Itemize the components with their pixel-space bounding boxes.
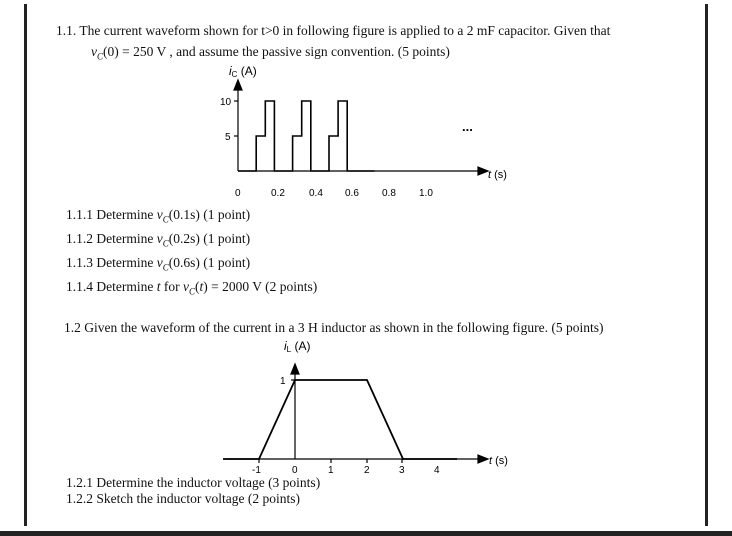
question-1-1-2: 1.1.2 Determine $v_C(0.2s)$ (1 point) (66, 231, 251, 249)
fig1-y-label: iC (A) (229, 64, 257, 79)
fig2-y-label: iL (A) (284, 339, 311, 354)
fig2-xtick-4: 4 (434, 465, 440, 476)
fig2-xtick--1: -1 (252, 465, 261, 476)
fig1-xtick-0: 0 (235, 188, 241, 199)
fig1-ytick-5: 5 (225, 132, 231, 143)
problem-2-line-1: 1.2 Given the waveform of the current in a 3 H inductor as shown in the following figure. (5 points) (64, 320, 604, 335)
fig2-xtick-2: 2 (364, 465, 370, 476)
fig2-xtick-0: 0 (292, 465, 298, 476)
fig1-xtick-0.6: 0.6 (345, 188, 359, 199)
problem-1-line-1: 1.1. The current waveform shown for t>0 in following figure is applied to a 2 mF capacitor. Given that (56, 23, 611, 38)
fig2-xtick-1: 1 (328, 465, 334, 476)
fig1-xtick-0.8: 0.8 (382, 188, 396, 199)
fig1-ytick-10: 10 (220, 97, 232, 108)
fig1-xtick-0.4: 0.4 (309, 188, 323, 199)
fig2-x-arrow (478, 455, 488, 463)
fig1-xtick-1.0: 1.0 (419, 188, 433, 199)
question-1-1-1: 1.1.1 Determine $v_C(0.1s)$ (1 point) (66, 207, 251, 225)
question-1-2-1: 1.2.1 Determine the inductor voltage (3 points) (66, 475, 321, 490)
fig1-x-label: t (s) (488, 169, 507, 181)
fig1-current-waveform (238, 101, 375, 171)
fig2-xtick-3: 3 (399, 465, 405, 476)
problem-1-line-2: $v_C(0) = 250$ V , and assume the passive sign convention. (5 points) (91, 44, 450, 62)
fig2-x-label: t (s) (489, 455, 508, 467)
fig2-ytick-1: 1 (280, 376, 286, 387)
fig2-y-arrow (291, 364, 299, 374)
question-1-2-2: 1.2.2 Sketch the inductor voltage (2 points) (66, 491, 300, 506)
fig1-xtick-0.2: 0.2 (271, 188, 285, 199)
fig2-current-waveform (223, 380, 457, 459)
question-1-1-3: 1.1.3 Determine $v_C(0.6s)$ (1 point) (66, 255, 251, 273)
question-1-1-4: 1.1.4 Determine t for $v_C(t) = 2000$ V (2 points) (66, 279, 318, 297)
fig1-y-arrow (234, 80, 242, 90)
fig1-x-arrow (478, 167, 488, 175)
fig1-continuation: ... (462, 119, 473, 134)
